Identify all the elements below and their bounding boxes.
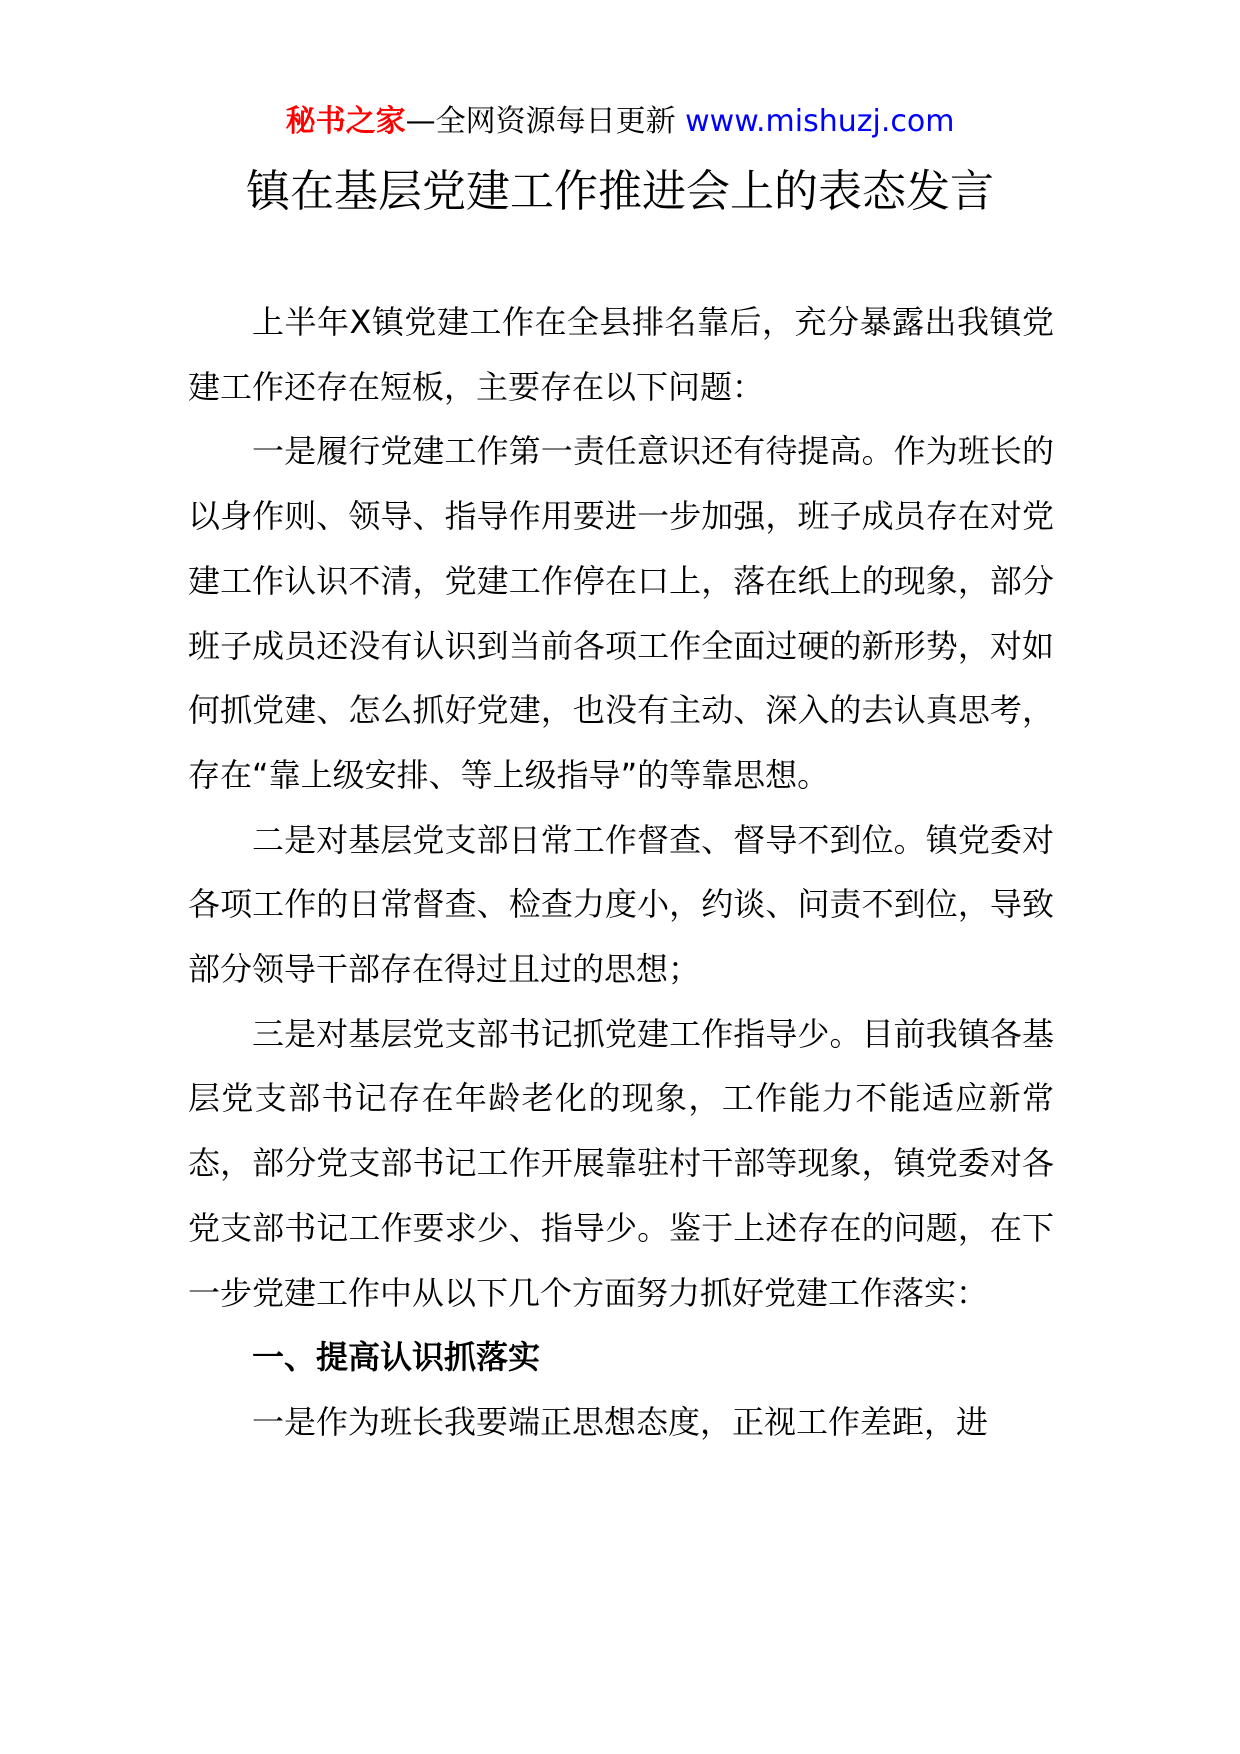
paragraph-intro: 上半年X镇党建工作在全县排名靠后，充分暴露出我镇党建工作还存在短板，主要存在以下问题： (188, 303, 1054, 406)
section-heading: 一、提高认识抓落实 (252, 1338, 541, 1377)
site-tagline: —全网资源每日更新 (405, 104, 676, 139)
paragraph-action-one: 一是作为班长我要端正思想态度，正视工作差距，进 (252, 1402, 989, 1441)
paragraph-issue-three: 三是对基层党支部书记抓党建工作指导少。目前我镇各基层党支部书记存在年龄老化的现象，工作能力不能适应新常态，部分党支部书记工作开展靠驻村干部等现象，镇党委对各党支部书记工作要求少、指导少。鉴于上述存在的问题，在下一步党建工作中从以下几个方面努力抓好党建工作落实： (188, 1014, 1054, 1312)
site-brand: 秘书之家 (285, 104, 406, 139)
document-body (188, 290, 1054, 1455)
paragraph-issue-one: 一是履行党建工作第一责任意识还有待提高。作为班长的以身作则、领导、指导作用要进一步加强，班子成员存在对党建工作认识不清，党建工作停在口上，落在纸上的现象，部分班子成员还没有认识到当前各项工作全面过硬的新形势，对如何抓党建、怎么抓好党建，也没有主动、深入的去认真思考，存在“靠上级安排、等上级指导”的等靠思想。 (188, 432, 1054, 794)
paragraph-issue-two: 二是对基层党支部日常工作督查、督导不到位。镇党委对各项工作的日常督查、检查力度小，约谈、问责不到位，导致部分领导干部存在得过且过的思想； (188, 820, 1054, 989)
document-title: 镇在基层党建工作推进会上的表态发言 (246, 166, 994, 217)
site-url-link[interactable]: www.mishuzj.com (685, 104, 955, 139)
site-header (0, 100, 1240, 144)
